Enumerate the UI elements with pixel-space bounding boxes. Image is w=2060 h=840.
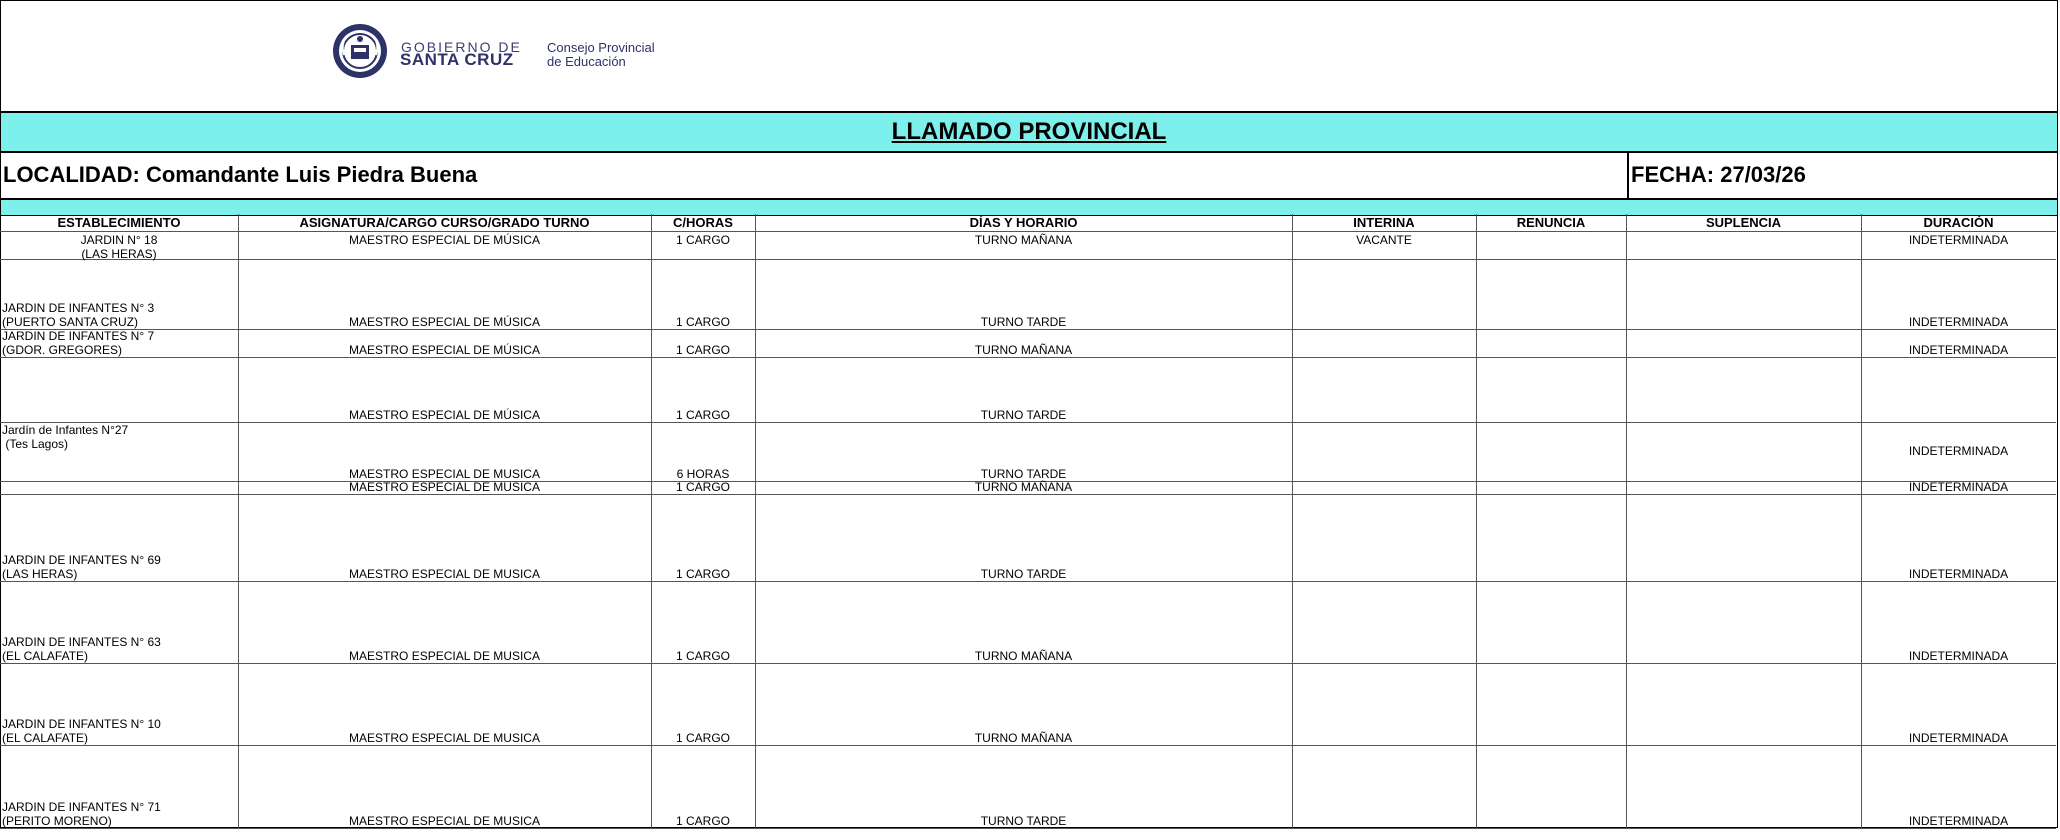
row-divider [0,357,2056,358]
column-header-interina[interactable]: INTERINA [1353,215,1415,230]
column-divider [238,214,239,828]
table-cell-duracion: INDETERMINADA [1908,343,2009,357]
table-cell-interina: VACANTE [1356,233,1412,247]
table-cell-establecimiento: Jardín de Infantes N°27 (Tes Lagos) [2,423,129,451]
column-divider [1626,214,1627,828]
table-cell-duracion: INDETERMINADA [1908,233,2009,247]
column-divider [1476,214,1477,828]
table-cell-asignatura: MAESTRO ESPECIAL DE MÚSICA [349,343,540,357]
table-cell-horas: 6 HORAS [676,467,730,481]
table-cell-horario: TURNO TARDE [980,467,1067,481]
table-cell-establecimiento: JARDIN DE INFANTES N° 63 (EL CALAFATE) [2,635,161,663]
government-line-1: GOBIERNO DE [401,39,522,55]
row-divider [0,422,2056,423]
table-cell-horario: TURNO MAÑANA [974,649,1073,663]
column-header-suplencia[interactable]: SUPLENCIA [1705,215,1782,230]
row-divider [0,231,2056,232]
column-divider [1861,214,1862,828]
table-cell-establecimiento: JARDIN N° 18 (LAS HERAS) [80,233,158,261]
title-bar [1,113,2057,153]
table-cell-establecimiento: JARDIN DE INFANTES N° 3 (PUERTO SANTA CRUZ) [2,301,155,329]
column-divider [755,214,756,828]
table-cell-duracion: INDETERMINADA [1908,315,2009,329]
council-line-1: Consejo Provincial [547,40,655,55]
table-cell-horario: TURNO TARDE [980,567,1067,581]
column-divider [1292,214,1293,828]
table-cell-horario: TURNO MAÑANA [974,480,1073,494]
page-title: LLAMADO PROVINCIAL [891,118,1167,145]
fecha-label: FECHA: 27/03/26 [1631,162,1806,187]
row-divider [0,745,2056,746]
row-divider [0,581,2056,582]
row-divider [0,259,2056,260]
council-name [547,41,655,69]
table-cell-horas: 1 CARGO [675,408,730,422]
column-header-duracion[interactable]: DURACIÓN [1923,215,1994,230]
fecha-box [1627,153,2059,198]
table-cell-duracion: INDETERMINADA [1908,480,2009,494]
column-header-asignatura[interactable]: ASIGNATURA/CARGO CURSO/GRADO TURNO [299,215,590,230]
table-cell-horas: 1 CARGO [675,567,730,581]
table-cell-horas: 1 CARGO [675,343,730,357]
table-cell-horas: 1 CARGO [675,315,730,329]
table-cell-asignatura: MAESTRO ESPECIAL DE MÚSICA [349,233,540,247]
table-cell-establecimiento: JARDIN DE INFANTES N° 7 (GDOR. GREGORES) [2,329,155,357]
table-cell-horario: TURNO MAÑANA [974,233,1073,247]
row-divider [0,828,2056,829]
table-cell-asignatura: MAESTRO ESPECIAL DE MUSICA [349,814,540,828]
table-cell-establecimiento: JARDIN DE INFANTES N° 69 (LAS HERAS) [2,553,161,581]
table-cell-duracion: INDETERMINADA [1908,567,2009,581]
table-cell-asignatura: MAESTRO ESPECIAL DE MÚSICA [349,315,540,329]
row-divider [0,494,2056,495]
table-cell-duracion: INDETERMINADA [1908,731,2009,745]
column-header-horario[interactable]: DÍAS Y HORARIO [969,215,1078,230]
table-cell-asignatura: MAESTRO ESPECIAL DE MUSICA [349,567,540,581]
table-cell-horario: TURNO MAÑANA [974,731,1073,745]
column-header-establecimiento[interactable]: ESTABLECIMIENTO [57,215,181,230]
localidad-label: LOCALIDAD: Comandante Luis Piedra Buena [3,162,478,187]
santa-cruz-seal-icon [332,23,388,79]
table-cell-horas: 1 CARGO [675,649,730,663]
table-cell-duracion: INDETERMINADA [1908,444,2009,458]
column-header-renuncia[interactable]: RENUNCIA [1516,215,1586,230]
table-cell-horas: 1 CARGO [675,233,730,247]
table-cell-horas: 1 CARGO [675,480,730,494]
table-cell-duracion: INDETERMINADA [1908,814,2009,828]
table-cell-horas: 1 CARGO [675,731,730,745]
row-divider [0,663,2056,664]
table-cell-establecimiento: JARDIN DE INFANTES N° 71 (PERITO MORENO) [2,800,161,828]
column-header-horas[interactable]: C/HORAS [673,215,733,230]
table-cell-horas: 1 CARGO [675,814,730,828]
table-cell-horario: TURNO MAÑANA [974,343,1073,357]
table-cell-horario: TURNO TARDE [980,814,1067,828]
table-cell-establecimiento: JARDIN DE INFANTES N° 10 (EL CALAFATE) [2,717,161,745]
info-bar [1,153,2057,200]
row-divider [0,329,2056,330]
table-cell-horario: TURNO TARDE [980,408,1067,422]
table-cell-asignatura: MAESTRO ESPECIAL DE MUSICA [349,649,540,663]
table-cell-asignatura: MAESTRO ESPECIAL DE MÚSICA [349,408,540,422]
column-divider [651,214,652,828]
table-cell-asignatura: MAESTRO ESPECIAL DE MUSICA [349,731,540,745]
document-header [1,1,2057,113]
accent-strip [1,200,2057,215]
table-cell-duracion: INDETERMINADA [1908,649,2009,663]
table-cell-asignatura: MAESTRO ESPECIAL DE MUSICA [349,467,540,481]
table-cell-horario: TURNO TARDE [980,315,1067,329]
table-cell-asignatura: MAESTRO ESPECIAL DE MUSICA [349,480,540,494]
government-line-2: SANTA CRUZ [400,50,514,69]
council-line-2: de Educación [547,54,626,69]
